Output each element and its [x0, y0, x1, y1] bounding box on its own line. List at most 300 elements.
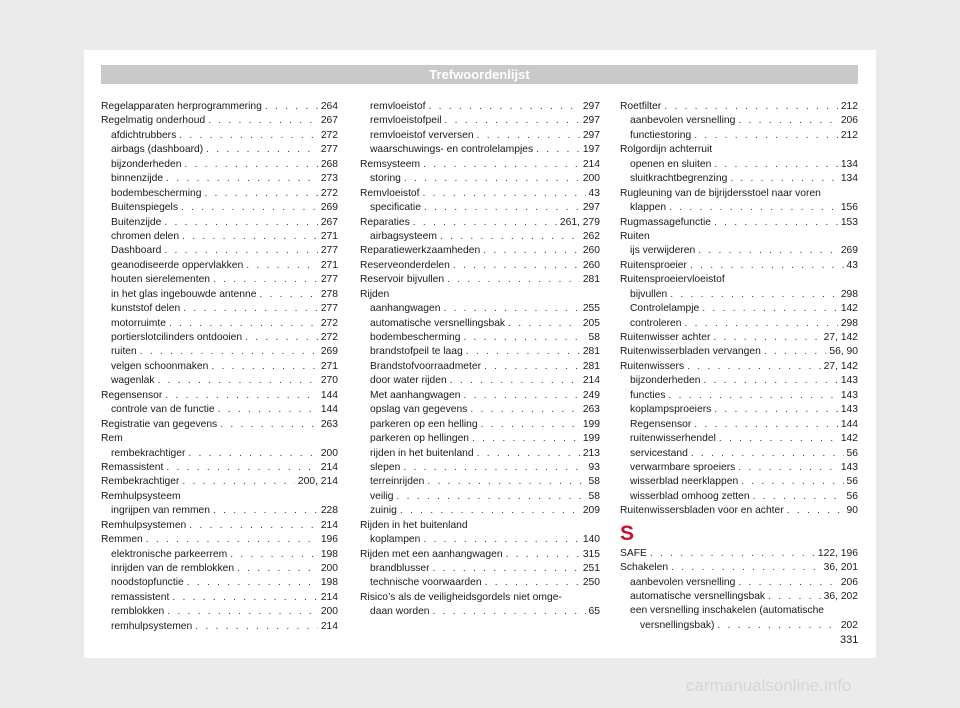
index-entry-label: ingrijpen van remmen: [111, 505, 211, 517]
dot-leader: [181, 201, 318, 215]
index-entry-label: verwarmbare sproeiers: [630, 461, 736, 473]
dot-leader: [164, 244, 317, 258]
index-entry: [360, 576, 600, 590]
dot-leader: [536, 143, 580, 157]
index-entry-label: daan worden: [370, 606, 430, 618]
index-entry: [620, 100, 858, 114]
index-entry-label: Rugleuning van de bijrijdersstoel naar voren: [620, 187, 821, 199]
index-entry-label: opslag van gegevens: [370, 404, 468, 416]
dot-leader: [166, 172, 318, 186]
index-entry-label: ijs verwijderen: [630, 245, 696, 257]
index-entry: [360, 504, 600, 518]
index-entry-label: brandblusser: [370, 563, 430, 574]
index-entry: [620, 244, 858, 258]
dot-leader: [140, 345, 318, 359]
index-entry-label: zuinig: [370, 505, 397, 517]
dot-leader: [404, 172, 580, 186]
dot-leader: [424, 201, 580, 215]
index-entry-label: inrijden van de remblokken: [111, 563, 235, 574]
index-entry-page: 281: [582, 346, 600, 358]
dot-leader: [182, 230, 318, 244]
index-entry: [101, 504, 338, 518]
dot-leader: [400, 504, 580, 518]
index-column-2: [360, 100, 600, 620]
dot-leader: [466, 345, 580, 359]
index-entry-label: Regensensor: [630, 418, 692, 430]
index-entry-page: 214: [320, 519, 338, 531]
index-entry: [620, 201, 858, 215]
index-entry-page: 213: [582, 447, 600, 459]
index-entry-label: Brandstofvoorraadmeter: [370, 360, 482, 372]
index-entry: [620, 129, 858, 143]
index-entry-label: airbagsysteem: [370, 230, 437, 242]
index-entry-label: Rugmassagefunctie: [620, 216, 712, 228]
dot-leader: [450, 374, 580, 388]
index-column-1: [101, 100, 338, 634]
dot-leader: [230, 548, 318, 562]
index-entry: [360, 273, 600, 287]
index-entry-page: 297: [582, 129, 600, 141]
index-entry-page: 272: [320, 317, 338, 329]
dot-leader: [787, 504, 844, 518]
index-entry-label: bijzonderheden: [630, 375, 701, 387]
dot-leader: [246, 259, 318, 273]
index-entry-page: 263: [320, 418, 338, 430]
dot-leader: [508, 317, 580, 331]
index-entry: [360, 447, 600, 461]
index-entry-page: 140: [582, 534, 600, 546]
index-entry-page: 297: [582, 202, 600, 214]
index-entry-label: Rembekrachtiger: [101, 476, 180, 488]
index-entry: [101, 317, 338, 331]
index-entry-label: Remsysteem: [360, 158, 421, 170]
index-entry-page: 36, 202: [823, 591, 858, 602]
index-entry-label: Ruitenwissersbladen voor en achter: [620, 505, 784, 517]
dot-leader: [427, 475, 585, 489]
index-entry-label: bodembescherming: [111, 187, 202, 199]
index-entry-label: Reservoir bijvullen: [360, 274, 445, 286]
index-entry: [360, 490, 600, 504]
index-entry-page: 205: [582, 317, 600, 329]
index-entry: [101, 345, 338, 359]
index-entry-label: Remassistent: [101, 461, 164, 473]
index-heading: [620, 143, 858, 157]
dot-leader: [714, 158, 838, 172]
index-entry: [360, 259, 600, 273]
dot-leader: [671, 561, 821, 575]
index-entry-label: functiestoring: [630, 129, 692, 141]
index-entry: [360, 403, 600, 417]
index-entry-page: 143: [840, 389, 858, 401]
index-entry-label: automatische versnellingsbak: [630, 591, 766, 602]
index-entry-label: Rijden in het buitenland: [360, 519, 468, 531]
index-entry: [620, 158, 858, 172]
index-entry-label: remassistent: [111, 591, 170, 603]
index-entry: [620, 590, 858, 604]
dot-leader: [714, 403, 838, 417]
index-entry: [360, 533, 600, 547]
dot-leader: [204, 187, 317, 201]
index-entry-label: rembekrachtiger: [111, 447, 186, 459]
index-entry: [360, 201, 600, 215]
index-entry-label: waarschuwings- en controlelampjes: [370, 144, 534, 156]
index-entry-label: door water rijden: [370, 375, 447, 387]
index-entry: [360, 302, 600, 316]
dot-leader: [483, 244, 580, 258]
index-entry-page: 297: [582, 101, 600, 112]
index-entry-page: 249: [582, 389, 600, 401]
index-entry-label: Roetfilter: [620, 101, 662, 112]
index-entry-label: wisserblad omhoog zetten: [630, 490, 750, 502]
index-entry-page: 264: [320, 101, 338, 112]
index-entry-page: 143: [840, 461, 858, 473]
index-entry-label: Ruitenwisser achter: [620, 332, 711, 343]
index-entry: [101, 533, 338, 547]
index-entry: [360, 172, 600, 186]
dot-leader: [694, 129, 838, 143]
dot-leader: [477, 129, 580, 143]
index-entry-label: Remhulpsysteem: [101, 490, 181, 502]
index-heading: [620, 187, 858, 201]
dot-leader: [179, 129, 318, 143]
index-entry-page: 269: [320, 202, 338, 214]
index-entry: [101, 331, 338, 345]
dot-leader: [166, 461, 317, 475]
index-entry-label: Risico’s als de veiligheidsgordels niet omge-: [360, 591, 562, 603]
index-entry-label: Reparatiewerkzaamheden: [360, 245, 481, 257]
index-entry: [360, 389, 600, 403]
index-entry-label: bijzonderheden: [111, 158, 182, 170]
index-entry-label: Buitenspiegels: [111, 202, 178, 214]
index-entry-page: 58: [588, 476, 600, 488]
index-entry-label: velgen schoonmaken: [111, 360, 209, 372]
dot-leader: [669, 201, 838, 215]
index-entry-label: ruitenwisserhendel: [630, 433, 716, 445]
index-entry-label: wagenlak: [111, 375, 155, 387]
index-entry-label: Ruitensproeiervloeistof: [620, 274, 725, 286]
index-entry-label: aanhangwagen: [370, 303, 441, 315]
index-entry-page: 134: [840, 158, 858, 170]
dot-leader: [694, 418, 838, 432]
dot-leader: [433, 562, 580, 576]
index-entry: [620, 317, 858, 331]
dot-leader: [182, 475, 295, 489]
index-entry-label: bijvullen: [630, 288, 668, 300]
index-entry-label: afdichtrubbers: [111, 129, 177, 141]
index-entry-label: Registratie van gegevens: [101, 418, 218, 430]
index-entry-label: rijden in het buitenland: [370, 447, 474, 459]
index-entry-page: 250: [582, 577, 600, 589]
index-entry-label: Remvloeistof: [360, 187, 420, 199]
index-entry-page: 214: [582, 375, 600, 387]
dot-leader: [167, 605, 318, 619]
index-entry-label: klappen: [630, 202, 667, 214]
dot-leader: [741, 475, 843, 489]
dot-leader: [259, 288, 317, 302]
index-entry-label: controle van de functie: [111, 404, 215, 416]
index-entry-page: 144: [840, 418, 858, 430]
index-entry: [360, 244, 600, 258]
index-entry: [360, 230, 600, 244]
index-entry: [101, 288, 338, 302]
index-entry-label: Schakelen: [620, 562, 669, 574]
dot-leader: [423, 158, 580, 172]
index-entry: [360, 158, 600, 172]
index-entry-page: 214: [320, 620, 338, 632]
index-entry: [620, 403, 858, 417]
index-entry-label: noodstopfunctie: [111, 577, 184, 589]
index-entry: [101, 114, 338, 128]
index-entry-page: 268: [320, 158, 338, 170]
index-entry: [360, 187, 600, 201]
index-entry-page: 214: [582, 158, 600, 170]
index-entry-label: een versnelling inschakelen (automatische: [630, 605, 825, 617]
index-entry-label: Regelapparaten herprogrammering: [101, 101, 262, 112]
index-entry-page: 27, 142: [823, 332, 858, 343]
index-entry: [101, 418, 338, 432]
index-entry: [360, 143, 600, 157]
index-entry: [620, 302, 858, 316]
index-entry: [101, 562, 338, 576]
dot-leader: [470, 403, 579, 417]
index-entry-label: remvloeistofpeil: [370, 115, 442, 127]
dot-leader: [445, 114, 580, 128]
index-entry-page: 260: [582, 245, 600, 257]
index-entry: [360, 317, 600, 331]
index-entry-label: aanbevolen versnelling: [630, 576, 736, 588]
dot-leader: [188, 447, 317, 461]
dot-leader: [184, 158, 317, 172]
index-entry-page: 200: [320, 447, 338, 459]
index-heading: [360, 288, 600, 302]
index-entry: [620, 619, 858, 633]
index-entry-page: 270: [320, 375, 338, 387]
index-entry-page: 297: [582, 115, 600, 127]
dot-leader: [670, 288, 838, 302]
index-entry-page: 206: [840, 115, 858, 127]
index-entry-label: in het glas ingebouwde antenne: [111, 288, 257, 300]
index-entry-label: Reparaties: [360, 216, 410, 228]
index-entry-page: 143: [840, 375, 858, 387]
index-entry-label: aanbevolen versnelling: [630, 115, 736, 127]
index-entry: [101, 201, 338, 215]
index-entry-label: remvloeistof: [370, 101, 426, 112]
dot-leader: [440, 230, 580, 244]
index-entry: [620, 114, 858, 128]
index-entry: [101, 475, 338, 489]
index-entry-label: terreinrijden: [370, 476, 425, 488]
dot-leader: [146, 533, 318, 547]
index-entry-page: 272: [320, 187, 338, 199]
dot-leader: [738, 576, 837, 590]
dot-leader: [738, 114, 837, 128]
index-entry-page: 277: [320, 274, 338, 286]
index-entry: [620, 461, 858, 475]
index-entry-label: Regelmatig onderhoud: [101, 115, 206, 127]
index-entry: [360, 100, 600, 114]
index-entry-label: Remmen: [101, 534, 143, 546]
index-entry-page: 255: [582, 303, 600, 315]
index-entry: [620, 576, 858, 590]
index-entry: [101, 158, 338, 172]
index-entry-label: parkeren op hellingen: [370, 433, 470, 445]
index-letter: S: [620, 521, 635, 545]
dot-leader: [218, 403, 318, 417]
index-entry-page: 214: [320, 461, 338, 473]
dot-leader: [220, 418, 318, 432]
index-entry-page: 27, 142: [823, 360, 858, 372]
dot-leader: [429, 100, 580, 114]
index-entry-page: 153: [840, 216, 858, 228]
index-entry-page: 199: [582, 418, 600, 430]
index-entry-page: 122, 196: [817, 547, 858, 559]
index-entry-label: veilig: [370, 490, 394, 502]
dot-leader: [433, 605, 586, 619]
index-entry-label: storing: [370, 173, 401, 185]
index-entry: [101, 374, 338, 388]
index-entry-label: Ruitensproeier: [620, 259, 687, 271]
index-entry-label: kunststof delen: [111, 303, 181, 315]
index-entry-label: openen en sluiten: [630, 158, 712, 170]
index-entry: [620, 418, 858, 432]
dot-leader: [265, 100, 318, 114]
index-entry-page: 278: [320, 288, 338, 300]
index-entry: [620, 561, 858, 575]
index-entry-label: Controlelampje: [630, 303, 700, 315]
dot-leader: [698, 244, 838, 258]
index-entry-page: 143: [840, 404, 858, 416]
dot-leader: [245, 331, 318, 345]
dot-leader: [195, 620, 318, 634]
index-entry-label: motorruimte: [111, 317, 166, 329]
index-entry: [360, 345, 600, 359]
index-entry: [360, 129, 600, 143]
index-entry-label: airbags (dashboard): [111, 144, 204, 156]
dot-leader: [485, 576, 580, 590]
index-entry-label: Met aanhangwagen: [370, 389, 461, 401]
dot-leader: [423, 187, 586, 201]
dot-leader: [453, 259, 580, 273]
index-entry-label: elektronische parkeerrem: [111, 548, 228, 560]
index-entry: [620, 475, 858, 489]
index-entry-page: 36, 201: [823, 562, 858, 574]
index-entry: [620, 288, 858, 302]
index-entry-label: specificatie: [370, 202, 421, 214]
index-entry-label: remhulpsystemen: [111, 620, 193, 632]
index-column-3: [620, 100, 858, 633]
index-entry-page: 90: [846, 505, 858, 517]
dot-leader: [189, 519, 318, 533]
index-entry-page: 267: [320, 115, 338, 127]
index-entry-page: 200: [320, 563, 338, 574]
index-entry-page: 56, 90: [829, 346, 858, 358]
index-heading: [101, 432, 338, 446]
index-entry-label: houten sierelementen: [111, 274, 211, 286]
index-entry: [620, 447, 858, 461]
index-heading: [101, 490, 338, 504]
index-entry: [620, 216, 858, 230]
index-entry-page: 56: [846, 476, 858, 488]
index-entry-page: 142: [840, 303, 858, 315]
index-entry-page: 202: [840, 619, 858, 631]
dot-leader: [423, 533, 579, 547]
index-entry: [101, 447, 338, 461]
index-entry-page: 199: [582, 433, 600, 445]
index-entry-label: bodembescherming: [370, 332, 461, 343]
index-entry: [620, 504, 858, 518]
index-entry-page: 200: [320, 606, 338, 618]
dot-leader: [717, 619, 837, 633]
index-entry-label: Rijden met een aanhangwagen: [360, 548, 503, 560]
index-entry: [620, 360, 858, 374]
index-entry: [360, 360, 600, 374]
index-entry-page: 197: [582, 144, 600, 156]
dot-leader: [463, 389, 579, 403]
index-entry: [101, 216, 338, 230]
dot-leader: [237, 562, 318, 576]
index-entry: [360, 432, 600, 446]
dot-leader: [764, 345, 827, 359]
index-entry: [101, 230, 338, 244]
dot-leader: [172, 591, 317, 605]
page-number: 331: [840, 634, 859, 646]
index-entry-label: koplampsproeiers: [630, 404, 712, 416]
index-entry-page: 260: [582, 259, 600, 271]
index-entry-page: 272: [320, 332, 338, 343]
index-entry: [360, 331, 600, 345]
index-entry-page: 212: [840, 129, 858, 141]
index-entry-page: 134: [840, 173, 858, 185]
dot-leader: [477, 447, 580, 461]
index-heading: [620, 230, 858, 244]
dot-leader: [169, 317, 318, 331]
index-entry: [101, 259, 338, 273]
dot-leader: [685, 317, 838, 331]
index-entry-label: Regensensor: [101, 389, 163, 401]
dot-leader: [506, 548, 580, 562]
index-entry-label: parkeren op een helling: [370, 418, 478, 430]
dot-leader: [472, 432, 580, 446]
index-entry-page: 200: [582, 173, 600, 185]
index-entry-page: 261, 279: [559, 216, 600, 228]
index-entry-page: 281: [582, 274, 600, 286]
index-entry: [101, 403, 338, 417]
index-entry-page: 142: [840, 433, 858, 445]
dot-leader: [753, 490, 844, 504]
index-entry-label: chromen delen: [111, 230, 180, 242]
dot-leader: [443, 302, 579, 316]
index-entry-page: 198: [320, 548, 338, 560]
dot-leader: [702, 302, 838, 316]
dot-leader: [713, 331, 820, 345]
index-entry-label: Ruitenwissers: [620, 360, 685, 372]
dot-leader: [447, 273, 580, 287]
dot-leader: [738, 461, 838, 475]
index-entry-page: 58: [588, 332, 600, 343]
index-entry-label: remblokken: [111, 606, 165, 618]
dot-leader: [158, 374, 318, 388]
index-entry-label: Rijden: [360, 288, 390, 300]
dot-leader: [714, 216, 838, 230]
index-entry-page: 43: [846, 259, 858, 271]
index-entry: [360, 605, 600, 619]
dot-leader: [650, 547, 815, 561]
index-entry-page: 228: [320, 505, 338, 517]
dot-leader: [187, 576, 318, 590]
dot-leader: [164, 216, 317, 230]
index-entry-page: 273: [320, 173, 338, 185]
index-entry-page: 93: [588, 461, 600, 473]
